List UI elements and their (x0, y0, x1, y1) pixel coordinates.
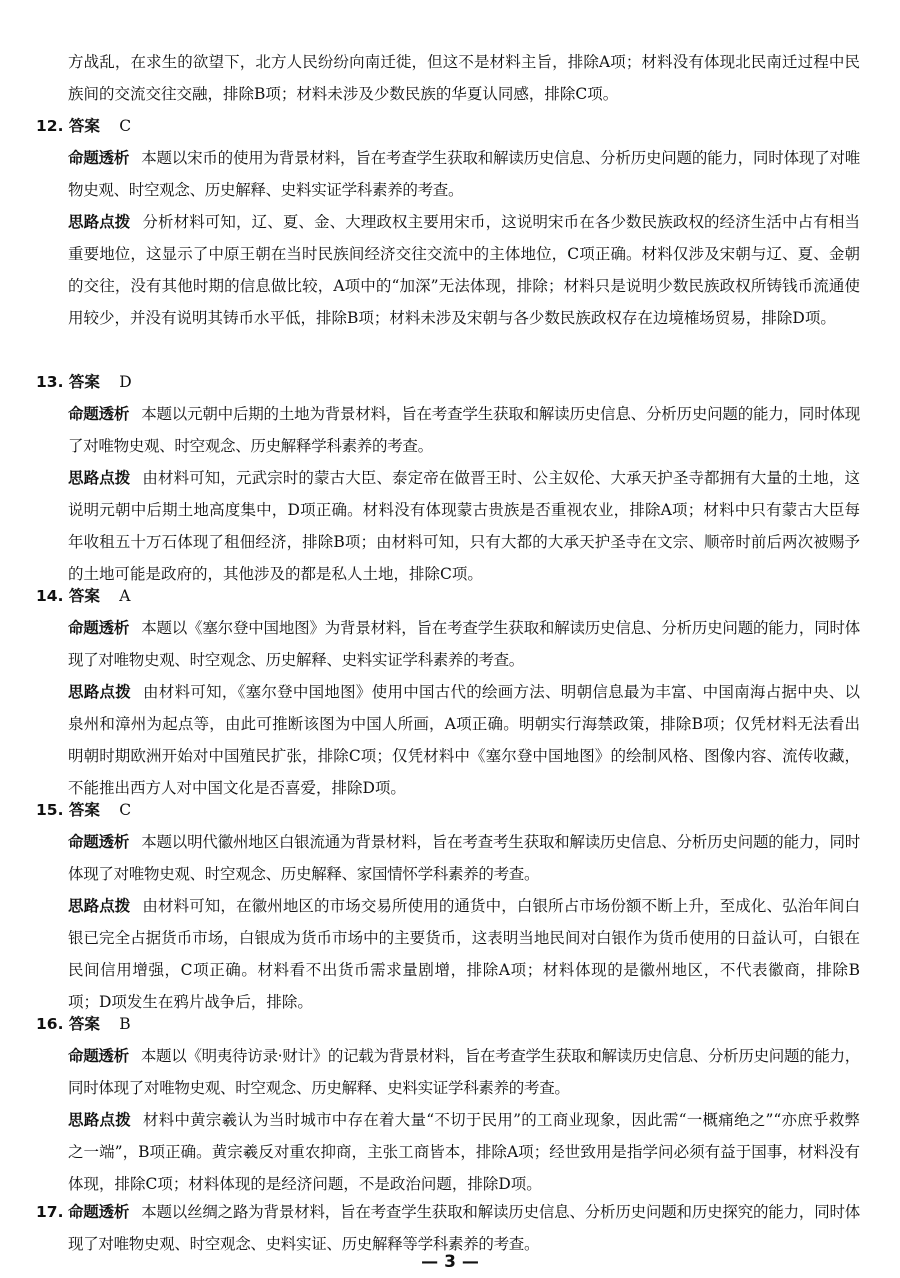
hint-label: 思路点拨 (68, 1111, 131, 1129)
answer-label: 答案 (68, 587, 100, 605)
analysis-text: 本题以丝绸之路为背景材料，旨在考查学生获取和解读历史信息、分析历史问题和历史探究的能力，同时体现了对唯物史观、时空观念、史料实证、历史解释等学科素养的考查。 (68, 1203, 860, 1253)
hint-text: 分析材料可知，辽、夏、金、大理政权主要用宋币，这说明宋币在各少数民族政权的经济生活中占有相当重要地位，这显示了中原王朝在当时民族间经济交往交流中的主体地位，C项正确。材料仅涉及宋朝与辽、夏、金朝的交往，没有其他时期的信息做比较，A项中的“加深”无法体现，排除；材料只是说明少数民族政权所铸钱币流通使用较少，并没有说明其铸币水平低，排除B项；材料未涉及宋朝与各少数民族政权存在边境榷场贸易，排除D项。 (68, 213, 860, 327)
hint-text: 由材料可知，元武宗时的蒙古大臣、泰定帝在做晋王时、公主奴伦、大承天护圣寺都拥有大量的土地，这说明元朝中后期土地高度集中，D项正确。材料没有体现蒙古贵族是否重视农业，排除A项；材料中只有蒙古大臣每年收租五十万石体现了租佃经济，排除B项；由材料可知，只有大都的大承天护圣寺在文宗、顺帝时前后两次被赐予的土地可能是政府的，其他涉及的都是私人土地，排除C项。 (68, 469, 860, 583)
answer-value: D (119, 373, 132, 391)
question-12-header (36, 110, 131, 142)
answer-value: A (119, 587, 131, 605)
question-15-analysis (68, 826, 860, 890)
answer-label: 答案 (68, 117, 100, 135)
analysis-label: 命题透析 (68, 405, 130, 423)
hint-label: 思路点拨 (68, 897, 131, 915)
question-number: 16. (36, 1015, 64, 1033)
question-13-analysis (68, 398, 860, 462)
answer-label: 答案 (68, 1015, 100, 1033)
question-15-header (36, 794, 131, 826)
question-number: 14. (36, 587, 64, 605)
answer-value: C (119, 801, 132, 819)
analysis-text: 本题以元朝中后期的土地为背景材料，旨在考查学生获取和解读历史信息、分析历史问题的能力，同时体现了对唯物史观、时空观念、历史解释学科素养的考查。 (68, 405, 860, 455)
answer-label: 答案 (68, 801, 100, 819)
question-number: 17. (36, 1203, 64, 1221)
hint-label: 思路点拨 (68, 683, 132, 701)
question-15-hint (68, 890, 860, 1018)
question-number: 15. (36, 801, 64, 819)
analysis-label: 命题透析 (68, 619, 130, 637)
question-14-header (36, 580, 131, 612)
analysis-text: 本题以明代徽州地区白银流通为背景材料，旨在考查考生获取和解读历史信息、分析历史问题的能力，同时体现了对唯物史观、时空观念、历史解释、家国情怀学科素养的考查。 (68, 833, 860, 883)
question-14-analysis (68, 612, 860, 676)
analysis-label: 命题透析 (68, 833, 130, 851)
continuation-paragraph: 方战乱，在求生的欲望下，北方人民纷纷向南迁徙，但这不是材料主旨，排除A项；材料没有体现北民南迁过程中民族间的交流交往交融，排除B项；材料未涉及少数民族的华夏认同感，排除C项。 (68, 53, 860, 103)
question-number: 13. (36, 373, 64, 391)
question-14-hint (68, 676, 860, 804)
page-number: — 3 — (421, 1252, 479, 1272)
question-number: 12. (36, 117, 64, 135)
analysis-label: 命题透析 (68, 1203, 130, 1221)
question-16-hint (68, 1104, 860, 1200)
question-16-analysis (68, 1040, 860, 1104)
hint-text: 材料中黄宗羲认为当时城市中存在着大量“不切于民用”的工商业现象，因此需“一概痛绝之”“亦庶乎救弊之一端”，B项正确。黄宗羲反对重农抑商，主张工商皆本，排除A项；经世致用是指学问必须有益于国事，材料没有体现，排除C项；材料体现的是经济问题，不是政治问题，排除D项。 (68, 1111, 860, 1193)
analysis-label: 命题透析 (68, 1047, 129, 1065)
hint-label: 思路点拨 (68, 213, 131, 231)
question-13-header (36, 366, 132, 398)
question-17-analysis (68, 1196, 860, 1260)
question-17-header (36, 1196, 63, 1228)
answer-value: B (119, 1015, 131, 1033)
analysis-text: 本题以《塞尔登中国地图》为背景材料，旨在考查学生获取和解读历史信息、分析历史问题的能力，同时体现了对唯物史观、时空观念、历史解释、史料实证学科素养的考查。 (68, 619, 860, 669)
hint-label: 思路点拨 (68, 469, 131, 487)
analysis-text: 本题以宋币的使用为背景材料，旨在考查学生获取和解读历史信息、分析历史问题的能力，同时体现了对唯物史观、时空观念、历史解释、史料实证学科素养的考查。 (68, 149, 860, 199)
question-12-hint (68, 206, 860, 334)
hint-text: 由材料可知，在徽州地区的市场交易所使用的通货中，白银所占市场份额不断上升，至成化、弘治年间白银已完全占据货币市场，白银成为货币市场中的主要货币，这表明当地民间对白银作为货币使用的日益认可，白银在民间信用增强，C项正确。材料看不出货币需求量剧增，排除A项；材料体现的是徽州地区，不代表徽商，排除B项；D项发生在鸦片战争后，排除。 (68, 897, 860, 1011)
answer-label: 答案 (68, 373, 100, 391)
analysis-text: 本题以《明夷待访录·财计》的记载为背景材料，旨在考查学生获取和解读历史信息、分析历史问题的能力，同时体现了对唯物史观、时空观念、历史解释、史料实证学科素养的考查。 (68, 1047, 861, 1097)
question-12-analysis (68, 142, 860, 206)
question-16-header (36, 1008, 131, 1040)
hint-text: 由材料可知，《塞尔登中国地图》使用中国古代的绘画方法、明朝信息最为丰富、中国南海占据中央、以泉州和漳州为起点等，由此可推断该图为中国人所画，A项正确。明朝实行海禁政策，排除B项；仅凭材料无法看出明朝时期欧洲开始对中国殖民扩张，排除C项；仅凭材料中《塞尔登中国地图》的绘制风格、图像内容、流传收藏，不能推出西方人对中国文化是否喜爱，排除D项。 (68, 683, 860, 797)
question-13-hint (68, 462, 860, 590)
answer-value: C (119, 117, 132, 135)
analysis-label: 命题透析 (68, 149, 130, 167)
